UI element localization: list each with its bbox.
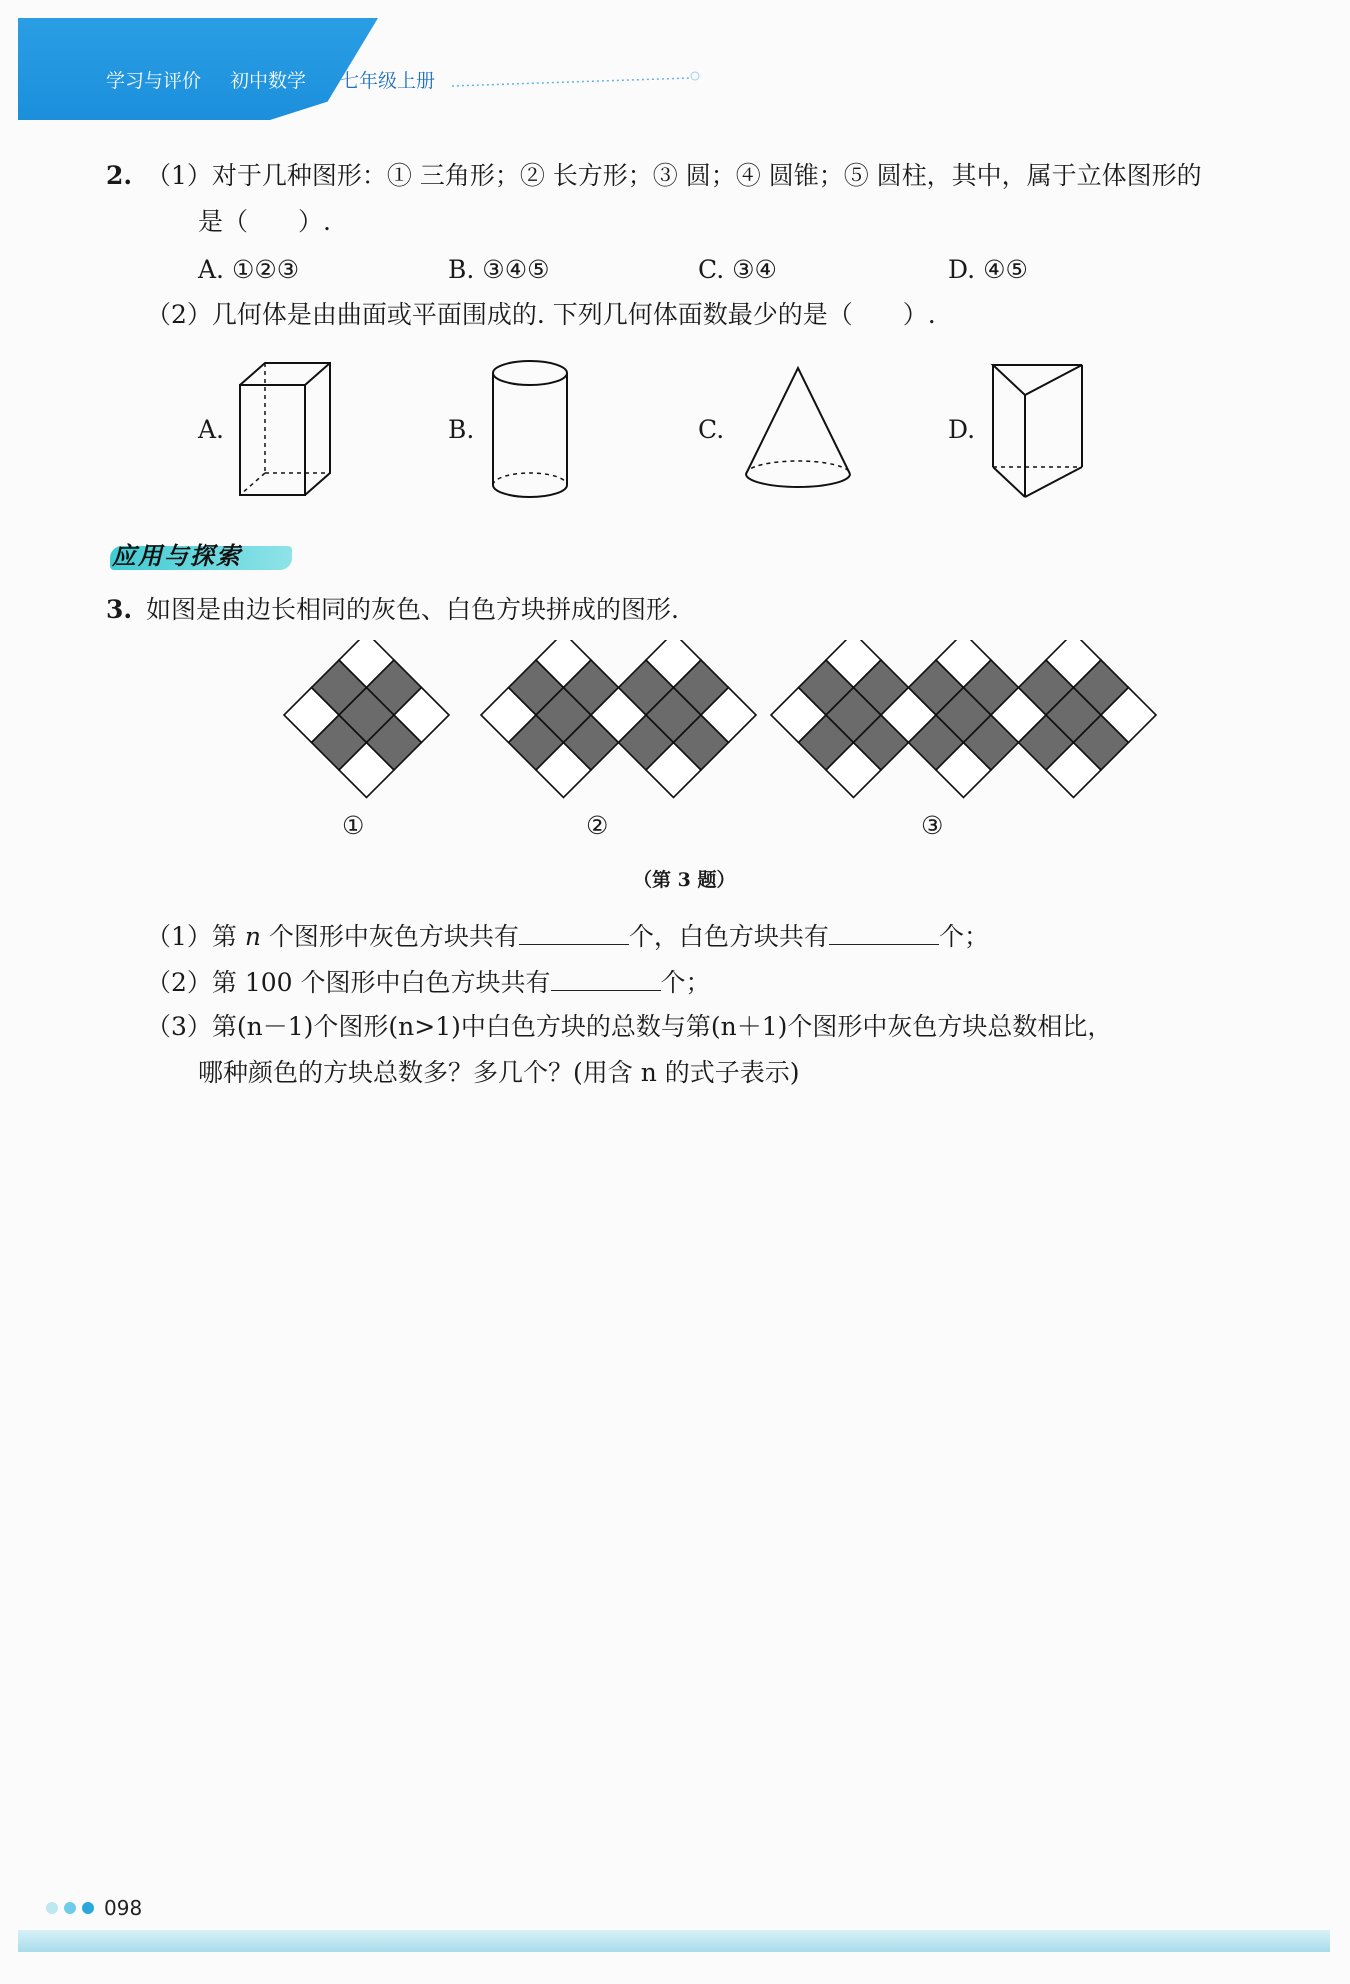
cone-figure [738,362,858,497]
q2-part1-line2: 是（ ）. [198,207,331,236]
q2-option-a: A. ①②③ [198,255,300,284]
tile-figures [0,640,1350,800]
page-dot-1 [46,1902,58,1914]
cylinder-figure [485,355,575,505]
q3-number: 3. [106,595,133,624]
figure-label-2: ② [586,811,609,840]
header-grade: 七年级上册 [340,70,436,92]
section-tag [110,536,290,570]
answer-blank-100[interactable] [551,968,661,991]
tile-figure-2 [481,640,756,798]
q3-stem: 如图是由边长相同的灰色、白色方块拼成的图形. [146,595,679,624]
triangular-prism-figure [985,355,1095,505]
solid-label-a: A. [198,415,225,444]
tile-figure-1 [284,640,449,798]
header-dotted-line [450,70,700,90]
tile-figure-3 [771,640,1156,798]
figure-caption: （第 3 题） [633,869,736,891]
page-dot-3 [82,1902,94,1914]
footer-bar [18,1930,1330,1952]
q3-part3-line1: （3）第(n－1)个图形(n>1)中白色方块的总数与第(n＋1)个图形中灰色方块总数相比， [146,1012,1113,1041]
page-dot-2 [64,1902,76,1914]
answer-blank-white[interactable] [829,922,939,945]
header-series: 学习与评价 [106,70,202,92]
q3-part3-line2: 哪种颜色的方块总数多？多几个？(用含 n 的式子表示) [198,1058,800,1087]
q2-option-c: C. ③④ [698,255,777,284]
q2-part2: （2）几何体是由曲面或平面围成的. 下列几何体面数最少的是（ ）. [146,300,936,329]
solid-label-c: C. [698,415,725,444]
q2-option-d: D. ④⑤ [948,255,1028,284]
q3-part1: （1）第 n 个图形中灰色方块共有 个，白色方块共有 个； [146,922,989,951]
header-subject: 初中数学 [230,70,307,92]
figure-label-3: ③ [921,811,944,840]
q2-option-b: B. ③④⑤ [448,255,550,284]
section-title: 应用与探索 [112,542,242,570]
rectangular-prism-figure [230,355,340,500]
answer-blank-gray[interactable] [519,922,629,945]
page-number: 098 [104,1896,143,1920]
solid-label-b: B. [448,415,475,444]
figure-label-1: ① [342,811,365,840]
solid-label-d: D. [948,415,976,444]
q2-part1-line1: （1）对于几种图形：① 三角形；② 长方形；③ 圆；④ 圆锥；⑤ 圆柱，其中，属于立体图形的 [146,161,1202,190]
q3-part2: （2）第 100 个图形中白色方块共有 个； [146,968,711,997]
q2-number: 2. [106,161,133,190]
